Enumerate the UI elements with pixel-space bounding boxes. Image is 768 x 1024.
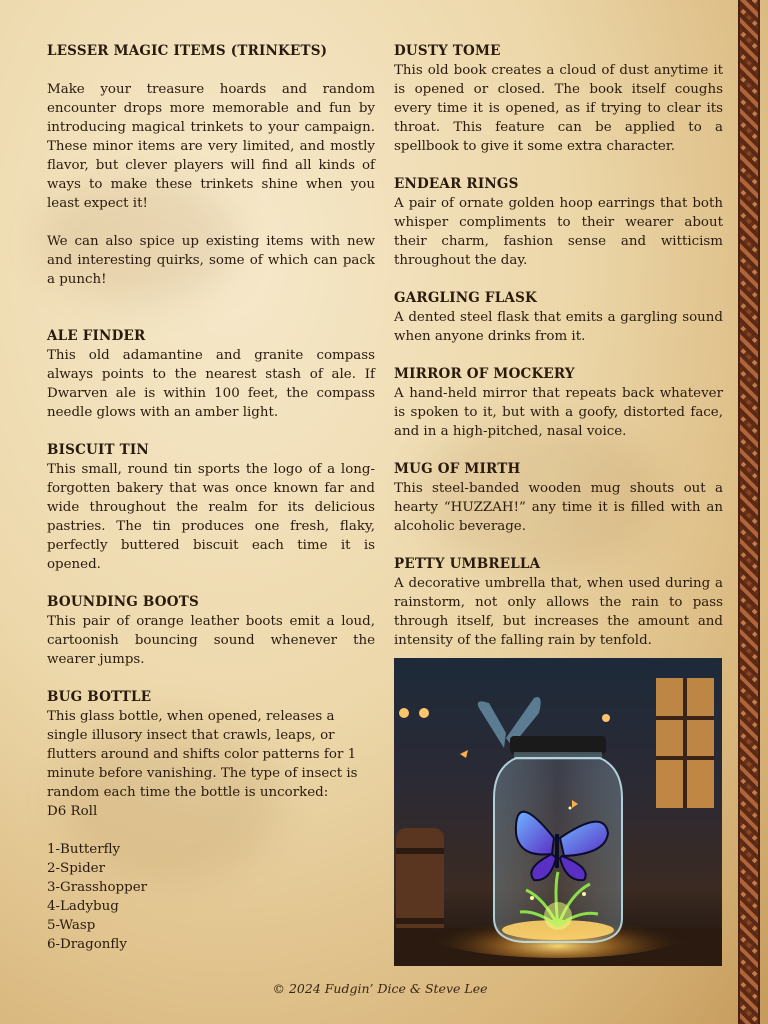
list-item: 6-Dragonfly: [47, 937, 127, 952]
item-gargling-flask: [394, 289, 723, 346]
item-heading: GARGLING FLASK: [394, 290, 537, 306]
item-petty-umbrella: [394, 555, 723, 650]
item-description: This old adamantine and granite compass always points to the nearest stash of ale. If Dwarven ale is within 100 feet, the compass needle glows with an amber light.: [47, 348, 375, 420]
item-heading: ENDEAR RINGS: [394, 176, 519, 192]
list-item: 5-Wasp: [47, 918, 96, 933]
copyright-footer: © 2024 Fudgin’ Dice & Steve Lee: [272, 981, 488, 996]
item-heading: BUG BOTTLE: [47, 689, 152, 705]
page-title: LESSER MAGIC ITEMS (TRINKETS): [47, 43, 328, 59]
item-biscuit-tin: [47, 441, 375, 574]
item-description: This pair of orange leather boots emit a loud, cartoonish bouncing sound whenever the wearer jumps.: [47, 614, 375, 667]
item-mirror-of-mockery: [394, 365, 723, 441]
intro-paragraph-2: We can also spice up existing items with new and interesting quirks, some of which can pack a punch!: [47, 234, 375, 287]
item-description: A hand-held mirror that repeats back whatever is spoken to it, but with a goofy, distorted face, and in a high-pitched, nasal voice.: [394, 386, 723, 439]
item-heading: MIRROR OF MOCKERY: [394, 366, 575, 382]
item-endear-rings: [394, 175, 723, 270]
item-heading: DUSTY TOME: [394, 43, 501, 59]
list-item: 4-Ladybug: [47, 899, 119, 914]
left-column: [47, 42, 375, 954]
item-description: This steel-banded wooden mug shouts out a hearty “HUZZAH!” any time it is filled with an alcoholic beverage.: [394, 481, 723, 534]
item-bug-bottle: [47, 688, 375, 954]
decorative-border: [738, 0, 760, 1024]
roll-label: D6 Roll: [47, 804, 98, 819]
item-mug-of-mirth: [394, 460, 723, 536]
item-heading: BOUNDING BOOTS: [47, 594, 199, 610]
roll-list: [47, 840, 375, 954]
item-description: This small, round tin sports the logo of a long-forgotten bakery that was once known far and wide throughout the realm for its delicious pastries. The tin produces one fresh, flaky, perfectly buttered biscuit each time it is opened.: [47, 462, 375, 572]
item-heading: ALE FINDER: [47, 328, 146, 344]
right-column: [394, 42, 723, 650]
item-description: This old book creates a cloud of dust anytime it is opened or closed. The book itself coughs every time it is opened, as if trying to clear its throat. This feature can be applied to a spellbook to give it some extra character.: [394, 63, 723, 154]
item-description: This glass bottle, when opened, releases a single illusory insect that crawls, leaps, or flutters around and shifts color patterns for 1 minute before vanishing. The type of insect is random each time the bottle is uncorked:: [47, 709, 358, 800]
item-description: A pair of ornate golden hoop earrings that both whisper compliments to their wearer about their charm, fashion sense and witticism throughout the day.: [394, 196, 723, 268]
item-description: A decorative umbrella that, when used during a rainstorm, not only allows the rain to pass through itself, but increases the amount and intensity of the falling rain by tenfold.: [394, 576, 723, 648]
item-description: A dented steel flask that emits a gargling sound when anyone drinks from it.: [394, 310, 723, 344]
item-dusty-tome: [394, 42, 723, 156]
item-heading: MUG OF MIRTH: [394, 461, 521, 477]
item-heading: PETTY UMBRELLA: [394, 556, 541, 572]
item-heading: BISCUIT TIN: [47, 442, 149, 458]
list-item: 3-Grasshopper: [47, 880, 148, 895]
list-item: 1-Butterfly: [47, 842, 121, 857]
intro-paragraph-1: Make your treasure hoards and random encounter drops more memorable and fun by introducing magical trinkets to your campaign. These minor items are very limited, and mostly flavor, but clever players will find all kinds of ways to make these trinkets shine when you least expect it!: [47, 82, 375, 211]
item-bounding-boots: [47, 593, 375, 669]
butterfly-jar-illustration: [394, 658, 722, 966]
item-ale-finder: [47, 327, 375, 422]
list-item: 2-Spider: [47, 861, 105, 876]
